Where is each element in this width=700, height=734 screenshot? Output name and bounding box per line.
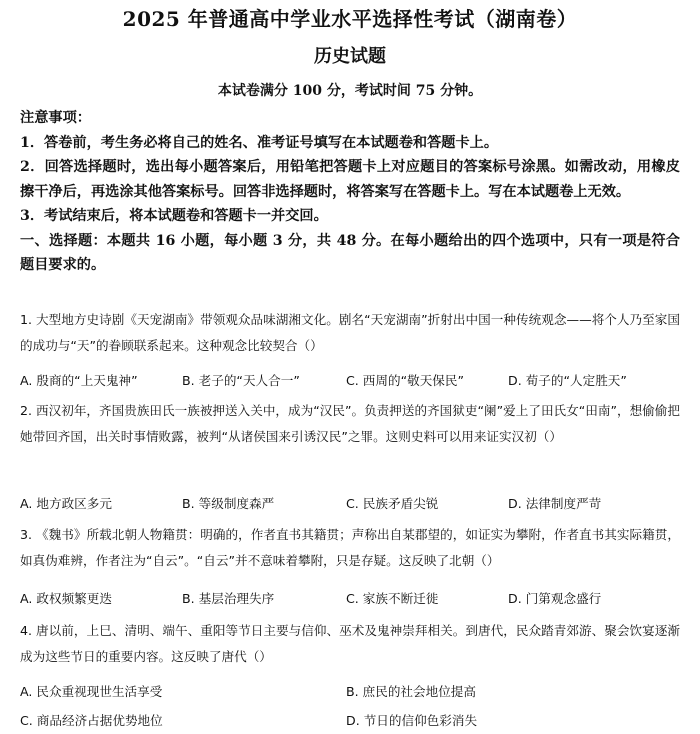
question-2-stem	[20, 398, 680, 450]
notice-item-3: 3．考试结束后，将本试题卷和答题卡一并交回。	[20, 208, 328, 224]
notice-item-2: 2．回答选择题时，选出每小题答案后，用铅笔把答题卡上对应题目的答案标号涂黑。如需改动，用橡皮擦干净后，再选涂其他答案标号。回答非选择题时，将答案写在答题卡上。写在本试题卷上无效。	[20, 159, 680, 200]
question-2-text: 2. 西汉初年，齐国贵族田氏一族被押送入关中，成为“汉民”。负责押送的齐国狱吏“阑”爱上了田氏女“田南”，想偷偷把她带回齐国，出关时事情败露，被判“从诸侯国来引诱汉民”之罪。这则史料可以用来证实汉初（）	[20, 403, 680, 444]
question-3-options	[20, 586, 680, 612]
section-heading: 一、选择题：本题共 16 小题，每小题 3 分，共 48 分。在每小题给出的四个选项中，只有一项是符合题目要求的。	[20, 232, 680, 273]
q4-option-a: A. 民众重视现世生活享受	[20, 684, 163, 699]
q1-option-c: C. 西周的“敬天保民”	[346, 373, 465, 388]
notice-item-1: 1．答卷前，考生务必将自己的姓名、准考证号填写在本试题卷和答题卡上。	[20, 134, 499, 151]
q4-option-c: C. 商品经济占据优势地位	[20, 713, 163, 728]
question-4-options-row-1	[20, 679, 680, 705]
q3-option-a: A. 政权频繁更迭	[20, 591, 112, 606]
exam-title: 2025 年普通高中学业水平选择性考试（湖南卷）	[122, 7, 578, 31]
q2-option-d: D. 法律制度严苛	[508, 496, 602, 511]
q2-option-a: A. 地方政区多元	[20, 496, 112, 511]
q2-option-b: B. 等级制度森严	[182, 496, 275, 511]
question-1-stem	[20, 307, 680, 359]
question-1-options	[20, 368, 680, 394]
q3-option-d: D. 门第观念盛行	[508, 591, 602, 606]
q2-option-c: C. 民族矛盾尖锐	[346, 496, 439, 511]
q4-option-d: D. 节日的信仰色彩消失	[346, 713, 478, 728]
question-2-options	[20, 491, 680, 517]
q1-option-b: B. 老子的“天人合一”	[182, 373, 300, 388]
q4-option-b: B. 庶民的社会地位提高	[346, 684, 476, 699]
question-4-stem	[20, 618, 680, 670]
q1-option-d: D. 荀子的“人定胜天”	[508, 373, 627, 388]
notice-section	[20, 106, 680, 278]
question-3-text: 3. 《魏书》所载北朝人物籍贯：明确的，作者直书其籍贯；声称出自某郡望的，如证实为攀附，作者直书其实际籍贯，如真伪难辨，作者注为“自云”。“自云”并不意味着攀附，只是存疑。这反映了北朝（）	[20, 527, 680, 568]
question-4-text: 4. 唐以前，上巳、清明、端午、重阳等节日主要与信仰、巫术及鬼神崇拜相关。到唐代，民众踏青郊游、聚会饮宴逐渐成为这些节日的重要内容。这反映了唐代（）	[20, 623, 680, 664]
question-4-options-row-2	[20, 708, 680, 734]
subject-title: 历史试题	[314, 46, 386, 67]
question-1-text: 1. 大型地方史诗剧《天宠湖南》带领观众品味湖湘文化。剧名“天宠湖南”折射出中国一种传统观念——将个人乃至家国的成功与“天”的眷顾联系起来。这种观念比较契合（）	[20, 312, 680, 353]
score-time-info: 本试卷满分 100 分，考试时间 75 分钟。	[217, 83, 483, 99]
q3-option-c: C. 家族不断迁徙	[346, 591, 439, 606]
q3-option-b: B. 基层治理失序	[182, 591, 275, 606]
notice-heading: 注意事项：	[20, 110, 91, 126]
q1-option-a: A. 殷商的“上天鬼神”	[20, 373, 138, 388]
question-3-stem	[20, 522, 680, 574]
